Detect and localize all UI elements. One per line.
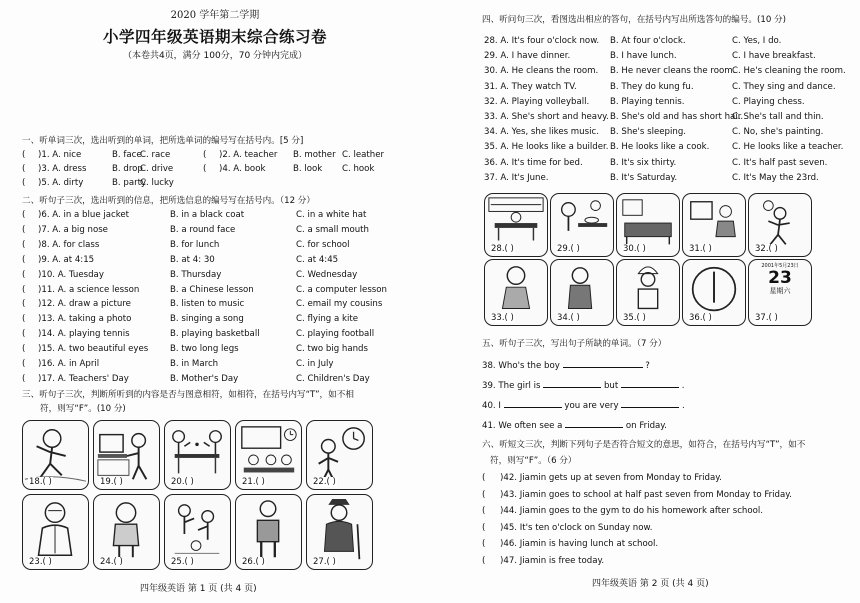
section-4-row-col-1: B. Playing tennis.	[610, 96, 685, 107]
section-3-picture-row-1	[22, 420, 373, 490]
section-2-row-col-0[interactable]: (	[22, 284, 26, 295]
section-2-row-col-2: B. a Chinese lesson	[170, 284, 254, 295]
section-2-row-col-3: C. in July	[296, 359, 334, 369]
section-4-row-col-1: B. At four o'clock.	[610, 36, 686, 46]
picture-34-girl-painting	[550, 259, 614, 326]
page-1-footer: 四年级英语 第 1 页 (共 4 页)	[140, 584, 257, 594]
section-2-row-col-2: B. listen to music	[170, 299, 245, 310]
section-4-row-col-1: B. She's old and has short hair.	[610, 112, 744, 122]
section-6-row-col-0[interactable]: (	[482, 539, 486, 550]
section-1-row-col-0[interactable]: (	[22, 164, 26, 174]
section-2-row-col-2: B. Thursday	[170, 269, 222, 280]
section-5-title: 五、听句子三次，写出句子所缺的单词。（7 分）	[482, 339, 667, 349]
section-6-row-col-0[interactable]: (	[482, 522, 486, 533]
section-4-row-col-0[interactable]: 32. A. Playing volleyball.	[484, 96, 590, 107]
section-4-picture-row-1	[484, 193, 812, 257]
section-2-row-col-1: )17. A. Teachers' Day	[38, 373, 129, 384]
question-38-blank[interactable]	[563, 359, 643, 368]
question-38-end: ?	[645, 361, 650, 371]
section-4-row-col-2: C. He looks like a teacher.	[732, 142, 844, 153]
section-2-row-col-3: C. playing football	[296, 329, 375, 340]
section-1-row-col-3: C. lucky	[140, 178, 174, 188]
section-2-row-col-2: B. at 4: 30	[170, 254, 215, 265]
exam-title: 小学四年级英语期末综合练习卷	[102, 28, 327, 46]
section-4-row-col-0[interactable]: 28. A. It's four o'clock now.	[484, 36, 600, 46]
section-2-row-col-2: B. singing a song	[170, 314, 244, 325]
section-4-row-col-0[interactable]: 30. A. He cleans the room.	[484, 66, 599, 77]
section-4-row-col-1: B. They do kung fu.	[610, 81, 694, 92]
section-1-row-col-2: B. face	[112, 150, 142, 160]
page-2	[430, 0, 860, 603]
picture-28-answer[interactable]: 28.( )	[491, 243, 514, 254]
picture-23-doctor	[22, 494, 89, 570]
section-1-row-col-5: )2. A. teacher	[219, 150, 278, 160]
section-2-row-col-3: C. at 4:45	[296, 254, 339, 265]
section-2-row-col-1: )9. A. at 4:15	[38, 254, 95, 265]
picture-21-answer[interactable]: 21.( )	[242, 476, 265, 487]
section-1-row-col-7: C. leather	[342, 150, 385, 160]
section-2-row-col-1: )7. A. a big nose	[38, 224, 108, 235]
section-4-title: 四、听问句三次，看图选出相应的答句，在括号内写出所选答句的编号。(10 分)	[482, 15, 786, 25]
section-6-row-col-1: )44. Jiamin goes to the gym to do his homework after school.	[500, 506, 764, 517]
picture-20-ping-pong	[164, 420, 231, 490]
calendar-weekday: 星期六	[769, 287, 791, 295]
section-1-row-col-7: C. hook	[342, 164, 375, 174]
section-6-row-col-1: )45. It's ten o'clock on Sunday now.	[500, 522, 653, 533]
picture-30-room	[616, 193, 680, 257]
question-39	[482, 379, 684, 391]
section-6-row-col-0[interactable]: (	[482, 473, 486, 483]
section-1-row-col-0[interactable]: (	[22, 150, 26, 160]
section-1-row-col-6: B. look	[293, 164, 323, 174]
section-1-row-col-1: )3. A. dress	[38, 164, 87, 174]
picture-25-answer[interactable]: 25.( )	[171, 556, 194, 567]
section-2-row-col-0[interactable]: (	[22, 224, 26, 235]
picture-35-answer[interactable]: 35.( )	[623, 312, 646, 323]
section-6-title-line-1: 六、听短文三次，判断下列句子是否符合短文的意思，如符合，在括号内写“T”，如不	[482, 440, 806, 450]
section-3-title-line-1: 三、听句子三次，判断所听到的内容是否与图意相符，如相符，在括号内写“T”，如不相	[22, 390, 354, 400]
picture-24-boy	[93, 494, 160, 570]
section-1-row-col-5: )4. A. book	[219, 164, 266, 174]
section-2-row-col-2: B. for lunch	[170, 239, 220, 250]
section-2-row-col-2: B. two long legs	[170, 344, 239, 355]
calendar-day-number: 23	[768, 268, 792, 288]
section-2-row-col-2: B. playing basketball	[170, 329, 260, 340]
section-2-row-col-1: )12. A. draw a picture	[38, 299, 131, 310]
picture-18-answer[interactable]: 18.( )	[29, 476, 52, 487]
picture-34-answer[interactable]: 34.( )	[557, 312, 580, 323]
section-2-row-col-0[interactable]: (	[22, 373, 26, 384]
section-2-row-col-0[interactable]: (	[22, 269, 26, 280]
section-4-row-col-1: B. She's sleeping.	[610, 127, 687, 138]
picture-31-answer[interactable]: 31.( )	[689, 243, 712, 254]
section-4-row-col-2: C. I have breakfast.	[732, 51, 816, 62]
section-6-row-col-1: )46. Jiamin is having lunch at school.	[500, 539, 659, 550]
section-4-row-col-0[interactable]: 29. A. I have dinner.	[484, 51, 571, 62]
question-41-end: on Friday.	[625, 421, 667, 431]
section-6-row-col-0[interactable]: (	[482, 489, 486, 500]
section-3-title-line-2: 符，则写“F”。(10 分)	[40, 404, 126, 414]
section-4-row-col-2: C. Yes, I do.	[732, 36, 782, 46]
picture-27-answer[interactable]: 27.( )	[313, 556, 336, 567]
section-2-row-col-2: B. in a black coat	[170, 210, 245, 220]
question-40-mid: you are very	[564, 401, 619, 411]
section-2-row-col-1: )8. A. for class	[38, 239, 100, 250]
question-40	[482, 399, 685, 411]
picture-18-boy-running	[22, 420, 89, 490]
section-2-row-col-1: )16. A. in April	[38, 359, 100, 369]
section-4-row-col-2: C. He's cleaning the room.	[732, 66, 846, 77]
section-1-row-col-1: )1. A. nice	[38, 150, 82, 160]
picture-19-boy-at-computer	[93, 420, 160, 490]
question-38-text: 38. Who's the boy	[482, 361, 560, 371]
section-1-row-col-3: C. race	[140, 150, 171, 160]
section-2-title: 二、听句子三次，选出听到的信息，把所选信息的编号写在括号内。（12 分）	[22, 196, 315, 206]
section-2-row-col-3: C. for school	[296, 239, 350, 250]
section-2-row-col-3: C. flying a kite	[296, 314, 359, 325]
picture-25-children-playing	[164, 494, 231, 570]
section-2-row-col-1: )11. A. a science lesson	[38, 284, 140, 295]
picture-32-playing-tennis	[748, 193, 812, 257]
picture-29-lunch	[550, 193, 614, 257]
section-3-picture-row-2	[22, 494, 373, 570]
section-4-row-col-2: C. They sing and dance.	[732, 81, 836, 92]
section-6-row-col-0[interactable]: (	[482, 556, 486, 566]
section-2-row-col-3: C. Children's Day	[296, 373, 370, 384]
section-1-row-col-0[interactable]: (	[22, 178, 26, 188]
question-40-end: .	[682, 401, 685, 411]
picture-24-answer[interactable]: 24.( )	[100, 556, 123, 567]
section-2-row-col-0[interactable]: (	[22, 329, 26, 340]
section-2-row-col-0[interactable]: (	[22, 299, 26, 310]
picture-36-clock	[682, 259, 746, 326]
section-1-row-col-3: C. drive	[140, 164, 174, 174]
picture-26-answer[interactable]: 26.( )	[242, 556, 265, 567]
section-2-row-col-3: C. two big hands	[296, 344, 368, 355]
section-2-row-col-2: B. Mother's Day	[170, 373, 239, 384]
picture-37-answer[interactable]: 37.( )	[755, 312, 778, 323]
question-41-blank[interactable]	[565, 419, 623, 428]
picture-33-girl	[484, 259, 548, 326]
page-2-footer: 四年级英语 第 2 页 (共 4 页)	[592, 579, 709, 589]
exam-subtitle: （本卷共4页，满分 100分，70 分钟内完成）	[122, 51, 308, 61]
section-2-row-col-0[interactable]: (	[22, 239, 26, 250]
section-2-row-col-1: )10. A. Tuesday	[38, 269, 104, 280]
section-4-row-col-0[interactable]: 31. A. They watch TV.	[484, 81, 577, 92]
section-1-row-col-4[interactable]: (	[203, 164, 207, 174]
picture-32-answer[interactable]: 32.( )	[755, 243, 778, 254]
section-2-row-col-3: C. email my cousins	[296, 299, 383, 310]
section-2-row-col-0[interactable]: (	[22, 210, 26, 220]
section-4-row-col-2: C. Playing chess.	[732, 96, 805, 107]
section-4-row-col-0[interactable]: 37. A. It's June.	[484, 172, 549, 183]
picture-28-dining-table	[484, 193, 548, 257]
picture-37-calendar	[748, 259, 812, 326]
section-2-row-col-0[interactable]: (	[22, 254, 26, 265]
picture-21-classroom	[235, 420, 302, 490]
picture-35-cook	[616, 259, 680, 326]
section-2-row-col-1: )6. A. in a blue jacket	[38, 210, 130, 220]
section-2-row-col-1: )15. A. two beautiful eyes	[38, 344, 149, 355]
question-40-blank-2[interactable]	[621, 399, 679, 408]
section-2-row-col-3: C. in a white hat	[296, 210, 367, 220]
section-2-row-col-3: C. a small mouth	[296, 224, 369, 235]
section-4-row-col-2: C. She's tall and thin.	[732, 112, 824, 122]
section-2-row-col-2: B. a round face	[170, 224, 236, 235]
picture-31-watching-tv	[682, 193, 746, 257]
question-39-blank-2[interactable]	[621, 379, 679, 388]
section-4-picture-row-2	[484, 259, 812, 326]
section-6-row-col-1: )43. Jiamin goes to school at half past seven from Monday to Friday.	[500, 489, 792, 500]
picture-29-answer[interactable]: 29.( )	[557, 243, 580, 254]
calendar-date: 2001年5月23日	[761, 263, 799, 269]
section-6-title-line-2: 符，则写“F”。（6 分）	[490, 456, 577, 466]
picture-19-answer[interactable]: 19.( )	[100, 476, 123, 487]
section-4-row-col-0[interactable]: 34. A. Yes, she likes music.	[484, 127, 599, 138]
picture-22-boy-with-clock	[306, 420, 373, 490]
section-1-row-col-2: B. drop	[112, 164, 143, 174]
section-1-title: 一、听单词三次，选出听到的单词，把所选单词的编号写在括号内。[5 分]	[22, 136, 304, 146]
section-4-row-col-2: C. It's half past seven.	[732, 157, 828, 168]
section-4-row-col-2: C. It's May the 23rd.	[732, 172, 819, 183]
section-4-row-col-1: B. He looks like a cook.	[610, 142, 710, 153]
picture-22-answer[interactable]: 22.( )	[313, 476, 336, 487]
question-39-text: 39. The girl is	[482, 381, 541, 391]
question-39-but: but	[603, 381, 619, 391]
section-4-row-col-1: B. It's Saturday.	[610, 172, 678, 183]
picture-26-man-in-overalls	[235, 494, 302, 570]
section-6-row-col-1: )47. Jiamin is free today.	[500, 556, 605, 566]
section-4-row-col-2: C. No, she's painting.	[732, 127, 824, 138]
question-39-end: .	[681, 381, 685, 391]
question-40-blank-1[interactable]	[504, 399, 562, 408]
picture-27-old-man-with-cane	[306, 494, 373, 570]
section-4-row-col-1: B. I have lunch.	[610, 51, 677, 62]
picture-20-answer[interactable]: 20.( )	[171, 476, 194, 487]
picture-23-answer[interactable]: 23.( )	[29, 556, 52, 567]
picture-30-answer[interactable]: 30.( )	[623, 243, 646, 254]
section-1-row-col-6: B. mother	[293, 150, 336, 160]
section-2-row-col-2: B. in March	[170, 359, 219, 369]
section-2-row-col-0[interactable]: (	[22, 359, 26, 369]
section-1-row-col-2: B. party	[112, 178, 147, 188]
question-38	[482, 359, 650, 371]
section-2-row-col-1: )14. A. playing tennis	[38, 329, 130, 340]
section-2-row-col-0[interactable]: (	[22, 314, 26, 325]
picture-33-answer[interactable]: 33.( )	[491, 312, 514, 323]
section-4-row-col-0[interactable]: 35. A. He looks like a builder.	[484, 142, 609, 153]
section-6-row-col-0[interactable]: (	[482, 506, 486, 517]
section-1-row-col-1: )5. A. dirty	[38, 178, 84, 188]
section-4-row-col-0[interactable]: 33. A. She's short and heavy.	[484, 112, 609, 122]
question-41-text: 41. We often see a	[482, 421, 563, 431]
picture-36-answer[interactable]: 36.( )	[689, 312, 712, 323]
section-1-row-col-4[interactable]: (	[203, 150, 207, 160]
section-6-row-col-1: )42. Jiamin gets up at seven from Monday to Friday.	[500, 473, 722, 483]
section-4-row-col-1: B. It's six thirty.	[610, 157, 677, 168]
section-2-row-col-3: C. a computer lesson	[296, 284, 387, 295]
question-41	[482, 419, 667, 431]
section-2-row-col-0[interactable]: (	[22, 344, 26, 355]
section-2-row-col-3: C. Wednesday	[296, 269, 358, 280]
section-4-row-col-1: B. He never cleans the room.	[610, 66, 736, 77]
section-2-row-col-1: )13. A. taking a photo	[38, 314, 132, 325]
school-year: 2020 学年第二学期	[170, 10, 260, 21]
question-40-text: 40. I	[482, 401, 501, 411]
question-39-blank-1[interactable]	[543, 379, 601, 388]
section-4-row-col-0[interactable]: 36. A. It's time for bed.	[484, 157, 583, 168]
